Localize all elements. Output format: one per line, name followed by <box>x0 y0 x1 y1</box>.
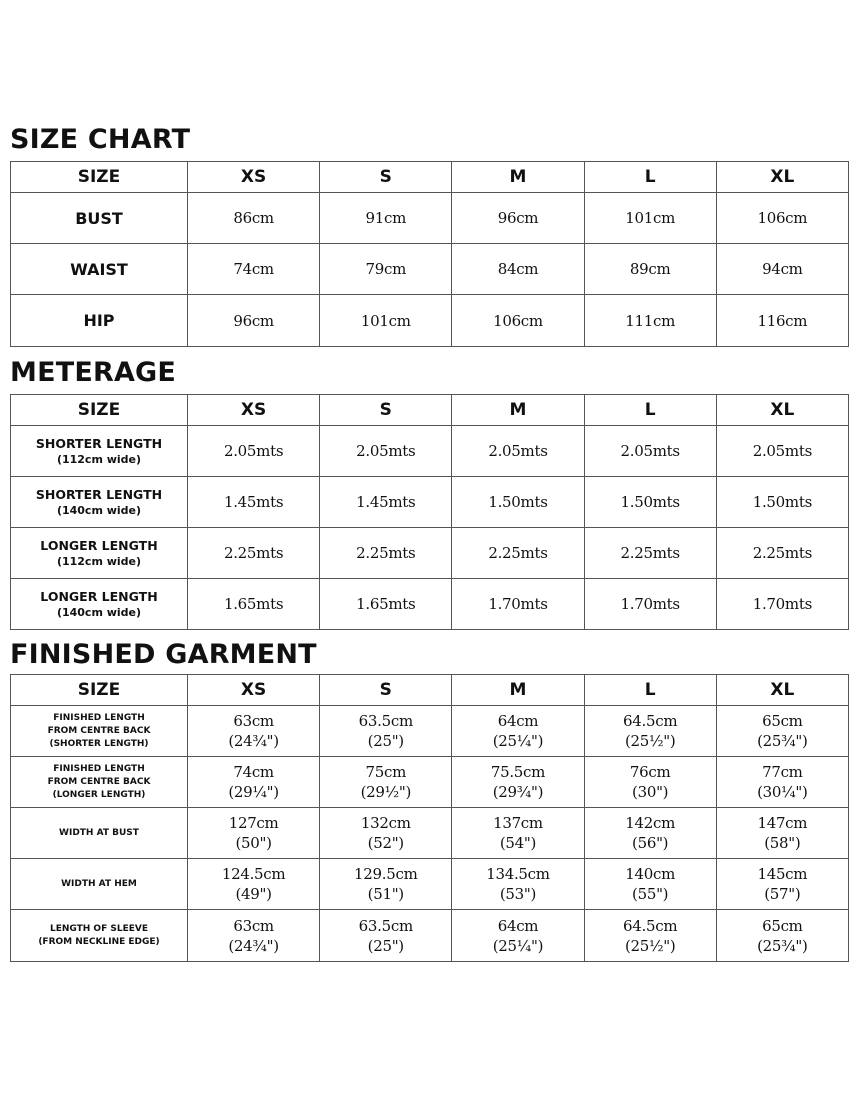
header-m: M <box>452 162 584 193</box>
row-label-line: FROM CENTRE BACK <box>47 776 151 787</box>
cell: 106cm <box>452 295 584 347</box>
cell: 1.65mts <box>320 579 452 630</box>
cell: 2.05mts <box>320 426 452 477</box>
header-xs: XS <box>188 162 320 193</box>
cell <box>452 910 584 962</box>
cell-inches: (52") <box>367 834 404 852</box>
row-label <box>11 426 188 477</box>
table-row <box>11 808 849 859</box>
cell: 2.25mts <box>188 528 320 579</box>
header-m: M <box>452 395 584 426</box>
header-size: SIZE <box>11 395 188 426</box>
table-header-row <box>11 162 849 193</box>
cell-cm: 127cm <box>228 814 279 832</box>
row-label <box>11 477 188 528</box>
cell-inches: (24¾") <box>228 732 279 750</box>
cell: 106cm <box>716 193 848 244</box>
cell: 101cm <box>320 295 452 347</box>
cell: 1.45mts <box>320 477 452 528</box>
cell <box>320 706 452 757</box>
cell-inches: (56") <box>632 834 669 852</box>
cell-cm: 129.5cm <box>354 865 418 883</box>
cell-cm: 77cm <box>762 763 803 781</box>
cell <box>716 706 848 757</box>
cell-inches: (29¼") <box>228 783 279 801</box>
table-row <box>11 706 849 757</box>
cell <box>452 859 584 910</box>
row-label <box>11 706 188 757</box>
cell <box>716 910 848 962</box>
cell-inches: (29½") <box>360 783 411 801</box>
cell: 1.70mts <box>452 579 584 630</box>
row-label-sub: (112cm wide) <box>56 452 142 466</box>
cell: 101cm <box>584 193 716 244</box>
header-xl: XL <box>716 395 848 426</box>
cell-inches: (49") <box>235 885 272 903</box>
cell: 2.25mts <box>320 528 452 579</box>
cell: 96cm <box>188 295 320 347</box>
cell-cm: 140cm <box>625 865 676 883</box>
header-xl: XL <box>716 675 848 706</box>
size-chart-title: SIZE CHART <box>10 124 191 155</box>
cell: 84cm <box>452 244 584 295</box>
cell-inches: (24¾") <box>228 936 279 955</box>
cell-inches: (25¼") <box>492 936 544 955</box>
finished-garment-title: FINISHED GARMENT <box>10 639 317 670</box>
cell: 1.50mts <box>716 477 848 528</box>
row-label-main: LONGER LENGTH <box>40 537 158 553</box>
row-label-line: (LONGER LENGTH) <box>52 789 146 800</box>
cell-inches: (57") <box>764 885 801 903</box>
row-label-line: FROM CENTRE BACK <box>47 725 151 736</box>
cell: 2.25mts <box>716 528 848 579</box>
header-xs: XS <box>188 395 320 426</box>
cell-cm: 63cm <box>233 916 274 935</box>
row-label-sub: (140cm wide) <box>56 605 142 619</box>
cell <box>584 808 716 859</box>
cell-inches: (25¾") <box>757 936 808 955</box>
table-row <box>11 757 849 808</box>
table-row <box>11 528 849 579</box>
cell-cm: 124.5cm <box>221 865 286 883</box>
row-label-line: (SHORTER LENGTH) <box>49 738 149 749</box>
cell: 1.70mts <box>584 579 716 630</box>
cell-inches: (58") <box>764 834 801 852</box>
cell-inches: (25¾") <box>757 732 808 750</box>
cell-cm: 75cm <box>365 763 407 781</box>
cell-inches: (54") <box>499 834 537 852</box>
row-label-line: WIDTH AT HEM <box>61 878 137 889</box>
cell-cm: 76cm <box>629 763 671 781</box>
cell: 74cm <box>188 244 320 295</box>
cell: 86cm <box>188 193 320 244</box>
cell-cm: 65cm <box>762 916 803 935</box>
row-label-line: FINISHED LENGTH <box>53 712 145 723</box>
cell-inches: (25") <box>367 732 404 750</box>
cell-cm: 63.5cm <box>358 712 413 730</box>
cell-inches: (55") <box>632 885 669 903</box>
header-size: SIZE <box>11 162 188 193</box>
table-row-waist <box>11 244 849 295</box>
cell <box>188 808 320 859</box>
cell-cm: 63.5cm <box>358 916 413 935</box>
cell: 1.70mts <box>716 579 848 630</box>
cell-cm: 65cm <box>762 712 803 730</box>
cell-cm: 64.5cm <box>623 916 678 935</box>
row-label <box>11 859 188 910</box>
table-header-row <box>11 675 849 706</box>
cell-inches: (25½") <box>624 936 676 955</box>
cell-inches: (53") <box>499 885 537 903</box>
cell-cm: 142cm <box>625 814 676 832</box>
row-label <box>11 910 188 962</box>
cell-cm: 64cm <box>497 712 539 730</box>
cell <box>716 757 848 808</box>
cell <box>320 910 452 962</box>
table-row-hip <box>11 295 849 347</box>
cell <box>584 757 716 808</box>
header-s: S <box>320 395 452 426</box>
cell <box>584 706 716 757</box>
finished-garment-table <box>10 674 849 962</box>
row-label <box>11 528 188 579</box>
cell <box>188 859 320 910</box>
row-label-sub: (112cm wide) <box>56 554 142 568</box>
table-row <box>11 477 849 528</box>
cell-cm: 75.5cm <box>490 763 546 781</box>
size-chart-table <box>10 161 849 347</box>
cell: 111cm <box>584 295 716 347</box>
cell <box>188 757 320 808</box>
cell-inches: (30¼") <box>757 783 808 801</box>
cell <box>188 910 320 962</box>
cell-inches: (50") <box>235 834 272 852</box>
cell-inches: (25¼") <box>492 732 544 750</box>
cell-cm: 145cm <box>757 865 808 883</box>
cell: 96cm <box>452 193 584 244</box>
cell: 94cm <box>716 244 848 295</box>
cell: 1.45mts <box>188 477 320 528</box>
table-row <box>11 426 849 477</box>
cell: 116cm <box>716 295 848 347</box>
cell <box>320 757 452 808</box>
row-label-sub: (140cm wide) <box>56 503 142 517</box>
cell <box>452 757 584 808</box>
header-s: S <box>320 162 452 193</box>
header-xs: XS <box>188 675 320 706</box>
row-label-line: (FROM NECKLINE EDGE) <box>38 936 160 947</box>
cell-inches: (25½") <box>624 732 676 750</box>
cell: 79cm <box>320 244 452 295</box>
cell-inches: (29¾") <box>492 783 544 801</box>
cell: 2.05mts <box>584 426 716 477</box>
cell: 1.50mts <box>452 477 584 528</box>
row-label-line: FINISHED LENGTH <box>53 763 145 774</box>
row-label-line: WIDTH AT BUST <box>59 827 139 838</box>
cell: 1.65mts <box>188 579 320 630</box>
header-xl: XL <box>716 162 848 193</box>
cell-cm: 64cm <box>497 916 539 935</box>
header-l: L <box>584 395 716 426</box>
cell-cm: 132cm <box>360 814 411 832</box>
header-m: M <box>452 675 584 706</box>
row-label-main: LONGER LENGTH <box>40 588 158 604</box>
cell-cm: 134.5cm <box>486 865 550 883</box>
row-label-main: SHORTER LENGTH <box>35 486 163 502</box>
table-row <box>11 910 849 962</box>
cell-inches: (30") <box>632 783 669 801</box>
header-s: S <box>320 675 452 706</box>
cell <box>584 910 716 962</box>
header-l: L <box>584 675 716 706</box>
cell-inches: (25") <box>367 936 404 955</box>
row-label: HIP <box>11 295 188 347</box>
cell: 89cm <box>584 244 716 295</box>
row-label-main: SHORTER LENGTH <box>35 435 163 451</box>
cell-cm: 74cm <box>233 763 274 781</box>
header-l: L <box>584 162 716 193</box>
header-size: SIZE <box>11 675 188 706</box>
cell: 2.05mts <box>452 426 584 477</box>
cell <box>716 808 848 859</box>
cell <box>188 706 320 757</box>
cell <box>452 808 584 859</box>
row-label <box>11 808 188 859</box>
cell <box>716 859 848 910</box>
table-row <box>11 859 849 910</box>
cell: 2.05mts <box>716 426 848 477</box>
cell-cm: 63cm <box>233 712 274 730</box>
meterage-title: METERAGE <box>10 357 177 388</box>
table-header-row <box>11 395 849 426</box>
cell: 2.25mts <box>452 528 584 579</box>
row-label: WAIST <box>11 244 188 295</box>
meterage-table <box>10 394 849 630</box>
cell-cm: 64.5cm <box>623 712 678 730</box>
row-label <box>11 757 188 808</box>
cell <box>320 808 452 859</box>
row-label: BUST <box>11 193 188 244</box>
cell-inches: (51") <box>367 885 404 903</box>
cell: 2.05mts <box>188 426 320 477</box>
cell: 2.25mts <box>584 528 716 579</box>
cell-cm: 147cm <box>757 814 808 832</box>
cell-cm: 137cm <box>493 814 543 832</box>
cell <box>320 859 452 910</box>
cell <box>452 706 584 757</box>
table-row-bust <box>11 193 849 244</box>
cell <box>584 859 716 910</box>
cell: 91cm <box>320 193 452 244</box>
row-label-line: LENGTH OF SLEEVE <box>49 923 148 934</box>
table-row <box>11 579 849 630</box>
cell: 1.50mts <box>584 477 716 528</box>
row-label <box>11 579 188 630</box>
